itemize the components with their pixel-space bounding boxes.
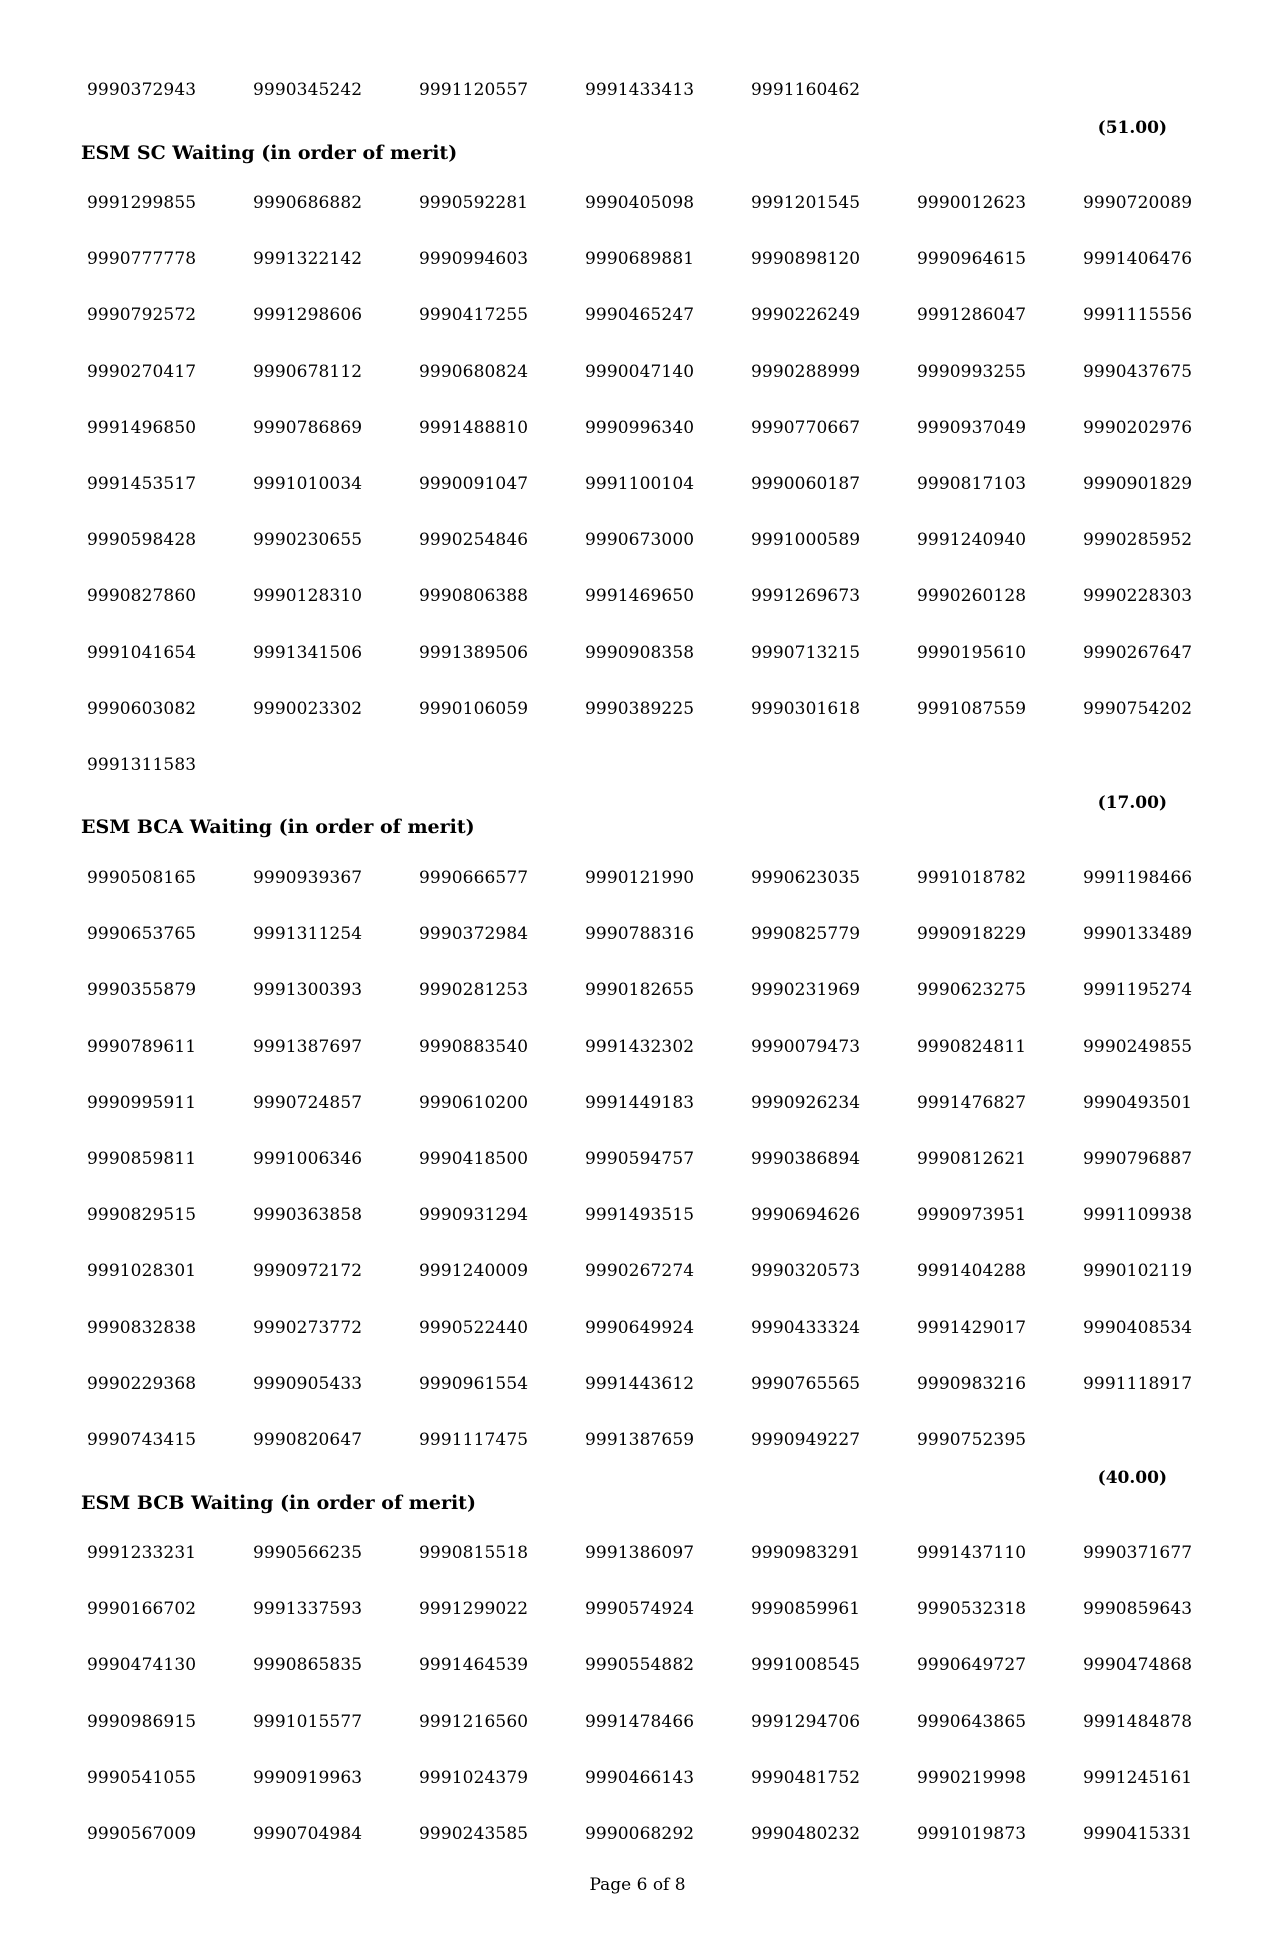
roll-number-cell: 9990182655 xyxy=(585,980,695,1001)
roll-number-cell: 9990567009 xyxy=(87,1824,197,1844)
roll-number-cell: 9990623035 xyxy=(751,868,861,888)
table-row xyxy=(87,1372,1207,1396)
roll-number-cell: 9990770667 xyxy=(751,417,861,438)
roll-number-cell: 9991496850 xyxy=(87,417,197,438)
roll-number-cell: 9990786869 xyxy=(253,417,363,438)
table-row xyxy=(87,472,1207,496)
roll-number-cell: 9991386097 xyxy=(585,1543,695,1563)
roll-number-cell: 9990106059 xyxy=(419,698,529,719)
table-row xyxy=(87,1822,1207,1846)
roll-number-cell: 9990465247 xyxy=(585,305,695,326)
roll-number-cell: 9990931294 xyxy=(419,1205,529,1226)
roll-number-cell: 9991432302 xyxy=(585,1036,695,1057)
roll-number-cell: 9991000589 xyxy=(751,530,861,551)
roll-number-cell: 9990301618 xyxy=(751,698,861,719)
roll-number-cell: 9990788316 xyxy=(585,924,695,945)
roll-number-cell: 9990372943 xyxy=(87,80,197,100)
table-row xyxy=(87,866,1207,890)
roll-number-cell: 9991453517 xyxy=(87,474,197,494)
roll-number-cell: 9991015577 xyxy=(253,1711,363,1732)
roll-number-cell: 9991311583 xyxy=(87,755,197,775)
table-row xyxy=(87,1316,1207,1340)
table-row xyxy=(87,1259,1207,1283)
roll-number-cell: 9990417255 xyxy=(419,305,529,326)
table-row xyxy=(87,247,1207,271)
roll-number-cell: 9990789611 xyxy=(87,1036,197,1057)
roll-number-cell: 9990994603 xyxy=(419,249,529,270)
roll-number-cell: 9990060187 xyxy=(751,474,861,494)
roll-number-cell: 9990792572 xyxy=(87,305,197,326)
roll-number-cell: 9990023302 xyxy=(253,698,363,719)
roll-number-cell: 9990230655 xyxy=(253,530,363,551)
roll-number-cell: 9990765565 xyxy=(751,1373,861,1394)
roll-number-cell: 9991493515 xyxy=(585,1205,695,1226)
roll-number-cell: 9990128310 xyxy=(253,586,363,607)
roll-number-cell: 9990926234 xyxy=(751,1092,861,1113)
roll-number-cell: 9990806388 xyxy=(419,586,529,607)
roll-number-cell: 9991109938 xyxy=(1083,1205,1193,1226)
roll-number-cell: 9990918229 xyxy=(917,924,1027,945)
table-row xyxy=(87,922,1207,946)
roll-number-cell: 9990827860 xyxy=(87,586,197,607)
roll-number-cell: 9990474868 xyxy=(1083,1655,1193,1676)
roll-number-cell: 9990777778 xyxy=(87,249,197,270)
section-count: (17.00) xyxy=(1097,793,1167,813)
page-footer: Page 6 of 8 xyxy=(589,1875,686,1895)
roll-number-cell: 9991433413 xyxy=(585,80,695,100)
roll-number-cell: 9990901829 xyxy=(1083,474,1193,494)
roll-number-cell: 9990898120 xyxy=(751,249,861,270)
roll-number-cell: 9990678112 xyxy=(253,361,363,382)
roll-number-cell: 9990859811 xyxy=(87,1149,197,1169)
roll-number-cell: 9990995911 xyxy=(87,1092,197,1113)
roll-number-cell: 9990281253 xyxy=(419,980,529,1001)
roll-number-cell: 9990973951 xyxy=(917,1205,1027,1226)
roll-number-cell: 9990012623 xyxy=(917,193,1027,213)
roll-number-cell: 9990433324 xyxy=(751,1317,861,1338)
roll-number-cell: 9991299855 xyxy=(87,193,197,213)
roll-number-cell: 9991100104 xyxy=(585,474,695,494)
roll-number-cell: 9991406476 xyxy=(1083,249,1193,270)
roll-number-cell: 9990231969 xyxy=(751,980,861,1001)
roll-number-cell: 9990949227 xyxy=(751,1430,861,1450)
roll-number-cell: 9991389506 xyxy=(419,642,529,663)
roll-number-cell: 9990254846 xyxy=(419,530,529,551)
roll-number-cell: 9990905433 xyxy=(253,1373,363,1394)
roll-number-cell: 9990961554 xyxy=(419,1373,529,1394)
roll-number-cell: 9991443612 xyxy=(585,1373,695,1394)
table-row xyxy=(87,641,1207,665)
roll-number-cell: 9990653765 xyxy=(87,924,197,945)
roll-number-cell: 9991269673 xyxy=(751,586,861,607)
roll-number-cell: 9990532318 xyxy=(917,1599,1027,1620)
roll-number-cell: 9991195274 xyxy=(1083,980,1193,1001)
roll-number-cell: 9990983216 xyxy=(917,1373,1027,1394)
section-heading: ESM BCA Waiting (in order of merit) xyxy=(81,816,475,838)
roll-number-cell: 9990820647 xyxy=(253,1430,363,1450)
roll-number-cell: 9990372984 xyxy=(419,924,529,945)
roll-number-cell: 9990865835 xyxy=(253,1655,363,1676)
roll-number-cell: 9990102119 xyxy=(1083,1261,1193,1282)
roll-number-cell: 9990554882 xyxy=(585,1655,695,1676)
roll-number-cell: 9990996340 xyxy=(585,417,695,438)
roll-number-cell: 9990610200 xyxy=(419,1092,529,1113)
roll-number-cell: 9990686882 xyxy=(253,193,363,213)
roll-number-cell: 9990226249 xyxy=(751,305,861,326)
roll-number-cell: 9990047140 xyxy=(585,361,695,382)
roll-number-cell: 9991469650 xyxy=(585,586,695,607)
roll-number-cell: 9990704984 xyxy=(253,1824,363,1844)
roll-number-cell: 9991018782 xyxy=(917,868,1027,888)
roll-number-cell: 9990939367 xyxy=(253,868,363,888)
roll-number-cell: 9990363858 xyxy=(253,1205,363,1226)
roll-number-cell: 9991298606 xyxy=(253,305,363,326)
roll-number-cell: 9990285952 xyxy=(1083,530,1193,551)
roll-number-cell: 9991387659 xyxy=(585,1430,695,1450)
roll-number-cell: 9991024379 xyxy=(419,1767,529,1788)
roll-number-cell: 9990643865 xyxy=(917,1711,1027,1732)
roll-number-cell: 9991160462 xyxy=(751,80,861,100)
roll-number-cell: 9990267274 xyxy=(585,1261,695,1282)
table-row xyxy=(87,1091,1207,1115)
roll-number-cell: 9990603082 xyxy=(87,698,197,719)
roll-number-cell: 9990972172 xyxy=(253,1261,363,1282)
roll-number-cell: 9990812621 xyxy=(917,1149,1027,1169)
roll-number-cell: 9990267647 xyxy=(1083,642,1193,663)
roll-number-cell: 9991299022 xyxy=(419,1599,529,1620)
roll-number-cell: 9990219998 xyxy=(917,1767,1027,1788)
roll-number-cell: 9991233231 xyxy=(87,1543,197,1563)
table-row xyxy=(87,1203,1207,1227)
table-row xyxy=(87,584,1207,608)
roll-number-cell: 9991404288 xyxy=(917,1261,1027,1282)
roll-number-cell: 9991437110 xyxy=(917,1543,1027,1563)
roll-number-cell: 9990680824 xyxy=(419,361,529,382)
roll-number-cell: 9990720089 xyxy=(1083,193,1193,213)
table-row xyxy=(87,1147,1207,1171)
roll-number-cell: 9990437675 xyxy=(1083,361,1193,382)
roll-number-cell: 9990594757 xyxy=(585,1149,695,1169)
roll-number-cell: 9990825779 xyxy=(751,924,861,945)
table-row xyxy=(87,1766,1207,1790)
roll-number-cell: 9991484878 xyxy=(1083,1711,1193,1732)
roll-number-cell: 9990243585 xyxy=(419,1824,529,1844)
roll-number-cell: 9990592281 xyxy=(419,193,529,213)
roll-number-cell: 9991118917 xyxy=(1083,1373,1193,1394)
roll-number-cell: 9990474130 xyxy=(87,1655,197,1676)
roll-number-cell: 9991198466 xyxy=(1083,868,1193,888)
roll-number-cell: 9990993255 xyxy=(917,361,1027,382)
roll-number-cell: 9990817103 xyxy=(917,474,1027,494)
roll-number-cell: 9990754202 xyxy=(1083,698,1193,719)
roll-number-cell: 9990566235 xyxy=(253,1543,363,1563)
roll-number-cell: 9990713215 xyxy=(751,642,861,663)
table-row xyxy=(87,1653,1207,1677)
roll-number-cell: 9990386894 xyxy=(751,1149,861,1169)
roll-number-cell: 9990320573 xyxy=(751,1261,861,1282)
roll-number-cell: 9990418500 xyxy=(419,1149,529,1169)
roll-number-cell: 9991286047 xyxy=(917,305,1027,326)
table-row xyxy=(87,303,1207,327)
roll-number-cell: 9990249855 xyxy=(1083,1036,1193,1057)
roll-number-cell: 9991488810 xyxy=(419,417,529,438)
roll-number-cell: 9990859643 xyxy=(1083,1599,1193,1620)
roll-number-cell: 9990673000 xyxy=(585,530,695,551)
roll-number-cell: 9990273772 xyxy=(253,1317,363,1338)
roll-number-cell: 9990832838 xyxy=(87,1317,197,1338)
table-row xyxy=(87,697,1207,721)
roll-number-cell: 9991240009 xyxy=(419,1261,529,1282)
table-row xyxy=(87,1541,1207,1565)
roll-number-cell: 9991464539 xyxy=(419,1655,529,1676)
section-count: (40.00) xyxy=(1097,1468,1167,1488)
section-heading: ESM BCB Waiting (in order of merit) xyxy=(81,1492,476,1514)
roll-number-cell: 9990508165 xyxy=(87,868,197,888)
table-row xyxy=(87,78,1207,102)
roll-number-cell: 9991449183 xyxy=(585,1092,695,1113)
roll-number-cell: 9990724857 xyxy=(253,1092,363,1113)
roll-number-cell: 9990908358 xyxy=(585,642,695,663)
roll-number-cell: 9990694626 xyxy=(751,1205,861,1226)
roll-number-cell: 9991006346 xyxy=(253,1149,363,1169)
roll-number-cell: 9991240940 xyxy=(917,530,1027,551)
table-row xyxy=(87,753,1207,777)
roll-number-cell: 9990541055 xyxy=(87,1767,197,1788)
roll-number-cell: 9990195610 xyxy=(917,642,1027,663)
roll-number-cell: 9990415331 xyxy=(1083,1824,1193,1844)
section-heading: ESM SC Waiting (in order of merit) xyxy=(81,142,458,164)
roll-number-cell: 9990937049 xyxy=(917,417,1027,438)
roll-number-cell: 9990689881 xyxy=(585,249,695,270)
roll-number-cell: 9991008545 xyxy=(751,1655,861,1676)
roll-number-cell: 9990389225 xyxy=(585,698,695,719)
table-row xyxy=(87,1428,1207,1452)
roll-number-cell: 9990743415 xyxy=(87,1430,197,1450)
roll-number-cell: 9991476827 xyxy=(917,1092,1027,1113)
roll-number-cell: 9990408534 xyxy=(1083,1317,1193,1338)
roll-number-cell: 9990345242 xyxy=(253,80,363,100)
roll-number-cell: 9990068292 xyxy=(585,1824,695,1844)
table-row xyxy=(87,1035,1207,1059)
roll-number-cell: 9990919963 xyxy=(253,1767,363,1788)
table-row xyxy=(87,360,1207,384)
roll-number-cell: 9990986915 xyxy=(87,1711,197,1732)
roll-number-cell: 9991041654 xyxy=(87,642,197,663)
roll-number-cell: 9990883540 xyxy=(419,1036,529,1057)
roll-number-cell: 9990121990 xyxy=(585,868,695,888)
roll-number-cell: 9991028301 xyxy=(87,1261,197,1282)
roll-number-cell: 9991216560 xyxy=(419,1711,529,1732)
roll-number-cell: 9991010034 xyxy=(253,474,363,494)
roll-number-cell: 9990405098 xyxy=(585,193,695,213)
roll-number-cell: 9990371677 xyxy=(1083,1543,1193,1563)
roll-number-cell: 9990166702 xyxy=(87,1599,197,1620)
roll-number-cell: 9990493501 xyxy=(1083,1092,1193,1113)
roll-number-cell: 9990522440 xyxy=(419,1317,529,1338)
table-row xyxy=(87,1597,1207,1621)
roll-number-cell: 9990079473 xyxy=(751,1036,861,1057)
roll-number-cell: 9991120557 xyxy=(419,80,529,100)
roll-number-cell: 9991117475 xyxy=(419,1430,529,1450)
roll-number-cell: 9990091047 xyxy=(419,474,529,494)
roll-number-cell: 9990796887 xyxy=(1083,1149,1193,1169)
roll-number-cell: 9990649924 xyxy=(585,1317,695,1338)
roll-number-cell: 9990623275 xyxy=(917,980,1027,1001)
roll-number-cell: 9991201545 xyxy=(751,193,861,213)
roll-number-cell: 9990466143 xyxy=(585,1767,695,1788)
roll-number-cell: 9990202976 xyxy=(1083,417,1193,438)
roll-number-cell: 9991019873 xyxy=(917,1824,1027,1844)
roll-number-cell: 9991294706 xyxy=(751,1711,861,1732)
roll-number-cell: 9990133489 xyxy=(1083,924,1193,945)
roll-number-cell: 9991087559 xyxy=(917,698,1027,719)
roll-number-cell: 9990964615 xyxy=(917,249,1027,270)
roll-number-cell: 9990574924 xyxy=(585,1599,695,1620)
roll-number-cell: 9990666577 xyxy=(419,868,529,888)
roll-number-cell: 9990229368 xyxy=(87,1373,197,1394)
roll-number-cell: 9990983291 xyxy=(751,1543,861,1563)
roll-number-cell: 9990288999 xyxy=(751,361,861,382)
table-row xyxy=(87,978,1207,1002)
roll-number-cell: 9991115556 xyxy=(1083,305,1193,326)
roll-number-cell: 9990815518 xyxy=(419,1543,529,1563)
roll-number-cell: 9991429017 xyxy=(917,1317,1027,1338)
roll-number-cell: 9990649727 xyxy=(917,1655,1027,1676)
roll-number-cell: 9990481752 xyxy=(751,1767,861,1788)
roll-number-cell: 9990260128 xyxy=(917,586,1027,607)
roll-number-cell: 9991311254 xyxy=(253,924,363,945)
roll-number-cell: 9990829515 xyxy=(87,1205,197,1226)
table-row xyxy=(87,416,1207,440)
roll-number-cell: 9990824811 xyxy=(917,1036,1027,1057)
roll-number-cell: 9991341506 xyxy=(253,642,363,663)
roll-number-cell: 9991337593 xyxy=(253,1599,363,1620)
roll-number-cell: 9990752395 xyxy=(917,1430,1027,1450)
roll-number-cell: 9991322142 xyxy=(253,249,363,270)
roll-number-cell: 9991300393 xyxy=(253,980,363,1001)
roll-number-cell: 9991387697 xyxy=(253,1036,363,1057)
table-row xyxy=(87,191,1207,215)
roll-number-cell: 9990480232 xyxy=(751,1824,861,1844)
roll-number-cell: 9990228303 xyxy=(1083,586,1193,607)
roll-number-cell: 9990270417 xyxy=(87,361,197,382)
table-row xyxy=(87,1710,1207,1734)
roll-number-cell: 9990859961 xyxy=(751,1599,861,1620)
roll-number-cell: 9991245161 xyxy=(1083,1767,1193,1788)
roll-number-cell: 9990355879 xyxy=(87,980,197,1001)
roll-number-cell: 9990598428 xyxy=(87,530,197,551)
section-count: (51.00) xyxy=(1097,118,1167,138)
table-row xyxy=(87,528,1207,552)
roll-number-cell: 9991478466 xyxy=(585,1711,695,1732)
